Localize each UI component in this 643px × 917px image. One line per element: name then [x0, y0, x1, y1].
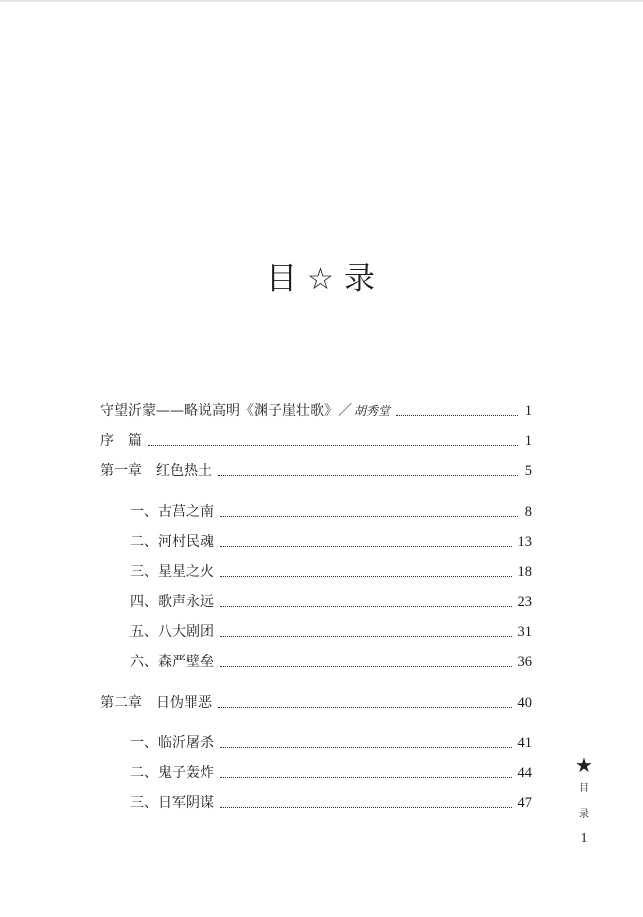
- toc-chapter-number: 第二章: [100, 695, 142, 711]
- toc-entry-title: 一、临沂屠杀: [130, 735, 214, 751]
- toc-entry-title: 四、歌声永远: [130, 594, 214, 610]
- toc-page-number: 18: [517, 564, 532, 580]
- toc-row-section[interactable]: [100, 502, 532, 522]
- top-rule: [0, 0, 643, 2]
- toc-leader-dots: [220, 546, 512, 547]
- toc-chapter-number: 第一章: [100, 463, 142, 479]
- toc-leader-dots: [220, 516, 518, 517]
- folio-page-number: 1: [580, 831, 588, 846]
- toc-page-number: 47: [517, 795, 532, 811]
- toc-leader-dots: [148, 445, 518, 446]
- toc-entry-title: 二、鬼子轰炸: [130, 765, 214, 781]
- toc-page-number: 5: [524, 463, 532, 479]
- toc-leader-dots: [220, 666, 512, 667]
- toc-row-chapter-2[interactable]: [100, 693, 532, 713]
- toc-page-number: 23: [517, 594, 532, 610]
- star-outline-icon: ☆: [307, 262, 336, 297]
- toc-entry-title: 三、星星之火: [130, 564, 214, 580]
- side-margin-marker: [566, 754, 602, 847]
- title-right-char: 录: [343, 261, 377, 297]
- toc-leader-dots: [220, 636, 512, 637]
- toc-row-section[interactable]: [100, 532, 532, 552]
- toc-page-number: 36: [517, 654, 532, 670]
- toc-leader-dots: [396, 415, 518, 416]
- toc-page-number: 40: [517, 695, 532, 711]
- toc-row-section[interactable]: [100, 562, 532, 582]
- toc-entry-title: 日伪罪恶: [156, 695, 212, 711]
- toc-entry-title: 红色热土: [156, 463, 212, 479]
- toc-row-section[interactable]: [100, 793, 532, 813]
- toc-leader-dots: [220, 807, 512, 808]
- toc-entry-title: 序 篇: [100, 433, 142, 449]
- toc-page-number: 1: [524, 433, 532, 449]
- toc-entry-title: 守望沂蒙——略说高明《渊子崖壮歌》／: [100, 403, 352, 419]
- toc-entry-author: 胡秀堂: [354, 404, 391, 418]
- toc-leader-dots: [218, 707, 512, 708]
- toc-row-section[interactable]: [100, 733, 532, 753]
- toc-entry-title: 五、八大剧团: [130, 624, 214, 640]
- toc-leader-dots: [220, 747, 512, 748]
- star-filled-icon: ★: [575, 753, 593, 777]
- toc-row-preface-essay[interactable]: [100, 401, 532, 421]
- toc-entry-title: 二、河村民魂: [130, 534, 214, 550]
- toc-page-number: 13: [517, 534, 532, 550]
- toc-row-prologue[interactable]: [100, 431, 532, 451]
- toc-page-number: 8: [524, 504, 532, 520]
- toc-page-number: 31: [517, 624, 532, 640]
- toc-row-section[interactable]: [100, 592, 532, 612]
- toc-entry-title: 一、古莒之南: [130, 504, 214, 520]
- side-label-char-2: 录: [579, 809, 589, 820]
- toc-entry-title: 三、日军阴谋: [130, 795, 214, 811]
- toc-entry-title: 六、森严壁垒: [130, 654, 214, 670]
- toc-page-number: 44: [517, 765, 532, 781]
- toc-leader-dots: [220, 777, 512, 778]
- toc-page-number: 1: [524, 403, 532, 419]
- toc-row-section[interactable]: [100, 763, 532, 783]
- toc-row-chapter-1[interactable]: [100, 461, 532, 481]
- toc-leader-dots: [220, 576, 512, 577]
- toc-page-number: 41: [517, 735, 532, 751]
- toc-leader-dots: [218, 475, 518, 476]
- page-title: [0, 258, 643, 301]
- side-label-char-1: 目: [579, 783, 589, 794]
- toc-row-section[interactable]: [100, 622, 532, 642]
- toc-leader-dots: [220, 606, 512, 607]
- toc-row-section[interactable]: [100, 652, 532, 672]
- title-left-char: 目: [266, 261, 300, 297]
